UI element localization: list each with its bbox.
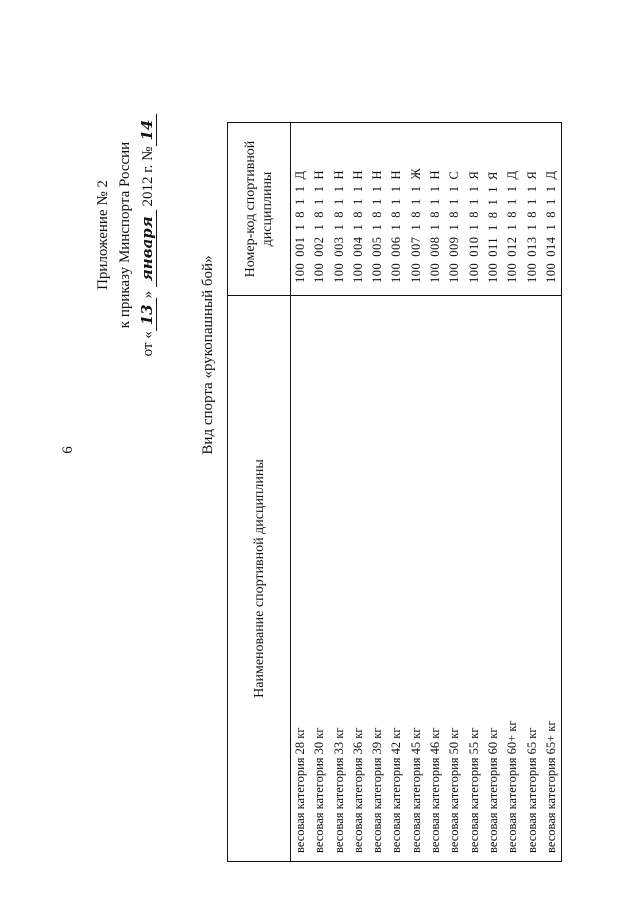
discipline-code: [523, 123, 542, 296]
code-segment: 1: [428, 223, 443, 231]
discipline-code: [484, 123, 503, 296]
code-segment: 013: [524, 236, 539, 257]
sport-title: Вид спорта «рукопашный бой»: [200, 255, 216, 455]
code-segment: 1: [466, 198, 481, 205]
discipline-name: весовая категория 36 кг: [349, 296, 368, 862]
header-code-line2: дисциплины: [260, 171, 275, 247]
discipline-code: [368, 123, 387, 296]
code-segment: 100: [524, 262, 539, 283]
table-row: [542, 123, 562, 862]
discipline-code: [542, 123, 562, 296]
appendix-title: Приложение № 2: [95, 180, 111, 290]
table-row: [445, 123, 464, 862]
discipline-code: [330, 123, 349, 296]
code-segment: 1: [466, 185, 481, 193]
discipline-name: весовая категория 33 кг: [330, 296, 349, 862]
code-segment: 006: [389, 236, 404, 257]
code-segment: 8: [331, 211, 346, 218]
table-row: [310, 123, 329, 862]
header-discipline-code: [228, 123, 291, 296]
table-row: [291, 123, 311, 862]
discipline-name: весовая категория 28 кг: [291, 296, 311, 862]
discipline-name: весовая категория 60 кг: [484, 296, 503, 862]
discipline-name: весовая категория 39 кг: [368, 296, 387, 862]
table-body: [291, 123, 562, 862]
discipline-code: [445, 123, 464, 296]
table-header-row: [228, 123, 291, 862]
appendix-order-ref: к приказу Минспорта России: [117, 141, 133, 329]
code-segment: 1: [408, 198, 423, 205]
code-segment: 1: [485, 198, 500, 206]
code-segment: 1: [293, 223, 307, 231]
code-segment: 1: [331, 198, 346, 205]
date-year: 2012 г. №: [140, 146, 156, 207]
code-segment: 1: [370, 198, 385, 205]
code-segment: Н: [331, 169, 346, 180]
code-segment: 1: [524, 223, 539, 231]
code-segment: 100: [312, 262, 327, 283]
code-segment: 1: [466, 223, 481, 231]
discipline-name: весовая категория 46 кг: [426, 296, 445, 862]
code-segment: 8: [408, 211, 423, 218]
code-segment: 004: [350, 236, 365, 257]
discipline-name: весовая категория 65+ кг: [542, 296, 562, 862]
code-segment: 011: [485, 236, 500, 257]
code-segment: 1: [389, 223, 404, 231]
code-segment: 1: [389, 198, 404, 205]
code-segment: 100: [505, 262, 520, 283]
discipline-code: [387, 123, 406, 296]
code-segment: 1: [370, 185, 385, 193]
code-segment: 1: [447, 198, 462, 205]
code-segment: Д: [293, 170, 307, 180]
code-segment: 1: [370, 223, 385, 231]
code-segment: 8: [370, 211, 385, 218]
code-segment: 100: [350, 262, 365, 283]
code-segment: Я: [524, 170, 539, 180]
discipline-code: [349, 123, 368, 296]
code-segment: 8: [543, 211, 558, 218]
code-segment: 8: [389, 211, 404, 218]
code-segment: 1: [350, 185, 365, 193]
discipline-name: весовая категория 42 кг: [387, 296, 406, 862]
code-segment: 8: [312, 211, 327, 218]
code-segment: 009: [447, 236, 462, 257]
code-segment: 1: [505, 185, 520, 193]
code-segment: 005: [370, 236, 385, 257]
code-segment: 1: [389, 185, 404, 193]
code-segment: 001: [293, 236, 307, 257]
code-segment: 1: [408, 223, 423, 231]
code-segment: 002: [312, 236, 327, 257]
code-segment: Ж: [408, 167, 423, 180]
code-segment: 1: [428, 185, 443, 193]
code-segment: Н: [428, 169, 443, 180]
code-segment: 1: [485, 185, 500, 193]
code-segment: 1: [293, 198, 307, 205]
discipline-table: [227, 122, 562, 862]
date-month: января: [138, 210, 157, 287]
code-segment: 100: [408, 262, 423, 283]
code-segment: 1: [350, 223, 365, 231]
date-prefix: от «: [140, 331, 156, 357]
discipline-name: весовая категория 50 кг: [445, 296, 464, 862]
code-segment: 100: [466, 262, 481, 283]
code-segment: Д: [505, 170, 520, 180]
code-segment: 8: [350, 211, 365, 218]
code-segment: 1: [543, 198, 558, 205]
code-segment: 1: [428, 198, 443, 205]
discipline-code: [291, 123, 311, 296]
code-segment: 100: [370, 262, 385, 283]
code-segment: Н: [350, 169, 365, 180]
code-segment: 1: [408, 185, 423, 193]
code-segment: 100: [543, 262, 558, 283]
table-row: [407, 123, 426, 862]
page-number: 6: [60, 446, 76, 454]
code-segment: 1: [350, 198, 365, 205]
header-discipline-name: Наименование спортивной дисциплины: [228, 296, 291, 862]
code-segment: 1: [331, 185, 346, 193]
code-segment: Я: [466, 170, 481, 180]
code-segment: 1: [524, 185, 539, 193]
code-segment: 1: [293, 185, 307, 193]
code-segment: 8: [428, 211, 443, 218]
table-row: [503, 123, 522, 862]
code-segment: 100: [389, 262, 404, 283]
discipline-code: [310, 123, 329, 296]
discipline-name: весовая категория 55 кг: [465, 296, 484, 862]
date-day: 13: [138, 298, 157, 331]
discipline-name: весовая категория 30 кг: [310, 296, 329, 862]
code-segment: 1: [505, 223, 520, 231]
date-quote-close: »: [140, 290, 156, 299]
code-segment: Н: [389, 169, 404, 180]
code-segment: 100: [447, 262, 462, 283]
code-segment: 1: [543, 223, 558, 231]
code-segment: 100: [293, 262, 307, 283]
code-segment: 012: [505, 236, 520, 257]
code-segment: Д: [543, 170, 558, 180]
code-segment: 1: [331, 223, 346, 231]
code-segment: 1: [543, 185, 558, 193]
appendix-date-line: [136, 85, 159, 385]
code-segment: 8: [505, 211, 520, 218]
code-segment: 007: [408, 236, 423, 257]
code-segment: Я: [485, 171, 500, 180]
code-segment: 8: [293, 211, 307, 218]
code-segment: 1: [485, 224, 500, 231]
code-segment: 1: [505, 198, 520, 205]
code-segment: 1: [447, 223, 462, 231]
discipline-code: [407, 123, 426, 296]
code-segment: 1: [524, 198, 539, 205]
discipline-name: весовая категория 65 кг: [523, 296, 542, 862]
code-segment: 1: [447, 185, 462, 193]
code-segment: 8: [466, 211, 481, 218]
discipline-name: весовая категория 45 кг: [407, 296, 426, 862]
discipline-code: [426, 123, 445, 296]
appendix-header: [92, 85, 159, 385]
code-segment: 8: [447, 211, 462, 218]
code-segment: 8: [485, 211, 500, 219]
code-segment: 1: [312, 198, 327, 205]
code-segment: 008: [428, 236, 443, 257]
table-row: [426, 123, 445, 862]
code-segment: 1: [312, 185, 327, 193]
code-segment: 1: [312, 223, 327, 231]
code-segment: 100: [428, 262, 443, 283]
table-row: [484, 123, 503, 862]
code-segment: 100: [331, 262, 346, 283]
table-row: [387, 123, 406, 862]
code-segment: 010: [466, 236, 481, 257]
discipline-name: весовая категория 60+ кг: [503, 296, 522, 862]
discipline-code: [465, 123, 484, 296]
code-segment: 8: [524, 211, 539, 218]
date-number: 14: [138, 114, 157, 147]
discipline-code: [503, 123, 522, 296]
table-row: [330, 123, 349, 862]
code-segment: 014: [543, 236, 558, 257]
table-row: [465, 123, 484, 862]
code-segment: Н: [312, 169, 327, 180]
code-segment: С: [447, 170, 462, 180]
table-row: [349, 123, 368, 862]
code-segment: 100: [485, 262, 500, 283]
table-row: [368, 123, 387, 862]
code-segment: Н: [370, 169, 385, 180]
code-segment: 003: [331, 236, 346, 257]
table-row: [523, 123, 542, 862]
header-code-line1: Номер-код спортивной: [243, 140, 258, 278]
